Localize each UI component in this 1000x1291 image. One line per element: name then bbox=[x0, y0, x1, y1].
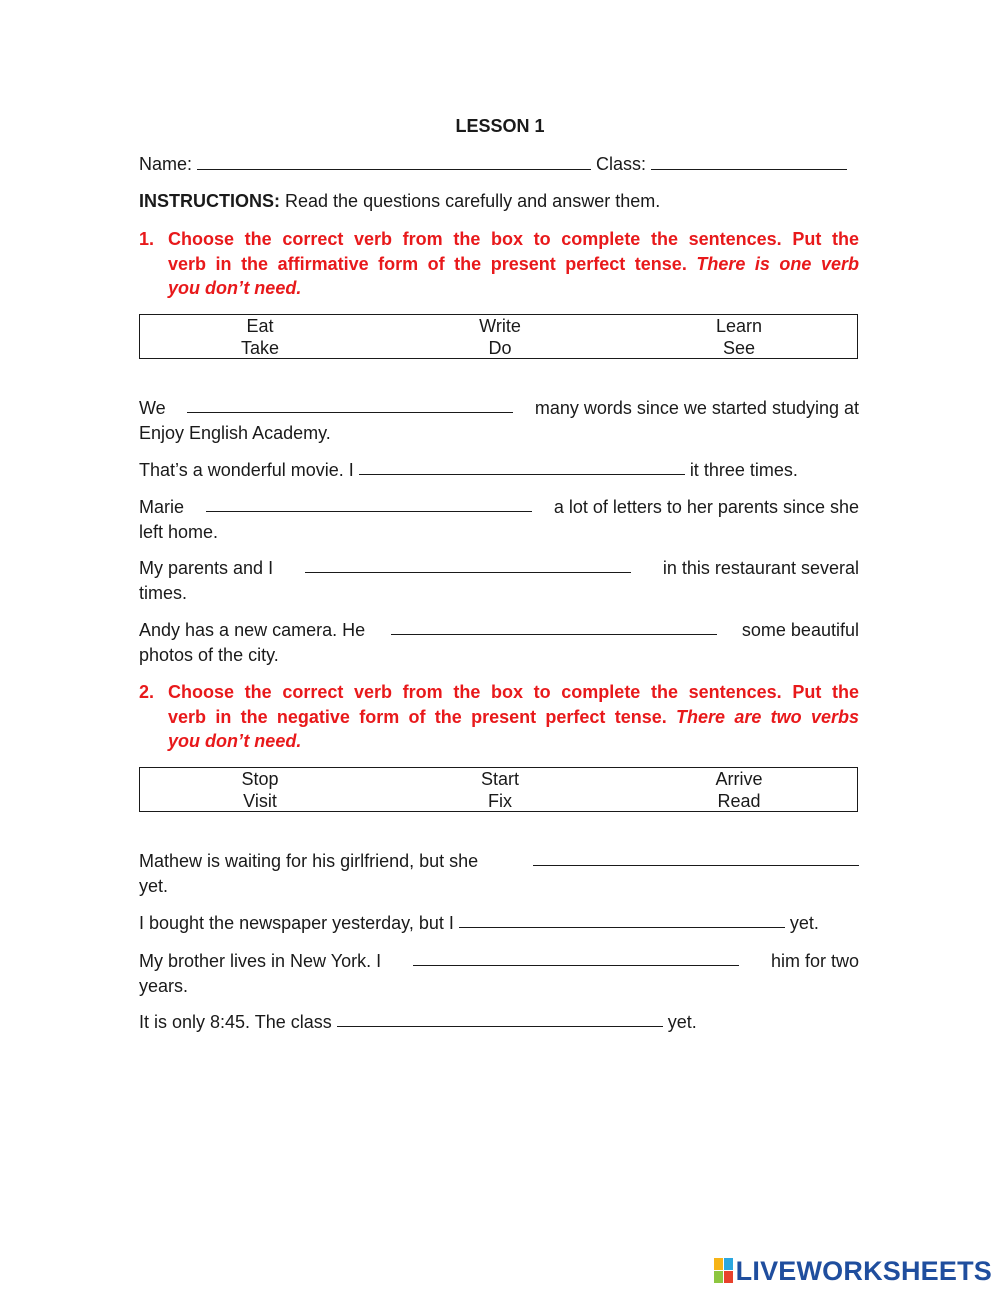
sentence-1-3 bbox=[139, 495, 859, 544]
verb-item: Do bbox=[488, 338, 512, 358]
sentence-text: That’s a wonderful movie. I bbox=[139, 460, 354, 480]
answer-blank[interactable] bbox=[187, 396, 513, 413]
verb-box-1 bbox=[139, 314, 858, 359]
sentence-text: him for two bbox=[770, 951, 859, 971]
verb-item: Stop bbox=[241, 769, 279, 789]
sentence-text: many words since we started studying at bbox=[534, 398, 859, 418]
answer-blank[interactable] bbox=[391, 618, 717, 635]
name-class-row bbox=[139, 152, 847, 176]
name-blank[interactable] bbox=[197, 153, 591, 170]
section1-number: 1. bbox=[139, 229, 155, 249]
instructions-label: INSTRUCTIONS: bbox=[139, 191, 280, 211]
sentence-text: in this restaurant several bbox=[662, 558, 859, 578]
answer-blank[interactable] bbox=[533, 849, 859, 866]
sentence-2-1 bbox=[139, 849, 859, 898]
verb-item: Learn bbox=[715, 316, 763, 336]
verb-box-2 bbox=[139, 767, 858, 812]
answer-blank[interactable] bbox=[206, 495, 532, 512]
section2-heading bbox=[139, 680, 859, 754]
sentence-text: It is only 8:45. The class bbox=[139, 1012, 332, 1032]
sentence-text: My brother lives in New York. I bbox=[139, 951, 382, 971]
verb-item: Visit bbox=[243, 791, 277, 811]
sentence-text: My parents and I bbox=[139, 558, 274, 578]
answer-blank[interactable] bbox=[413, 949, 739, 966]
section1-line1: Choose the correct verb from the box to complete the sentences. Put the bbox=[168, 229, 859, 249]
class-blank[interactable] bbox=[651, 153, 847, 170]
verb-item: Eat bbox=[246, 316, 274, 336]
sentence-text: Enjoy English Academy. bbox=[139, 422, 331, 443]
sentence-text: times. bbox=[139, 582, 188, 603]
sentence-1-2 bbox=[139, 458, 859, 483]
instructions bbox=[139, 189, 660, 213]
sentence-text: Andy has a new camera. He bbox=[139, 620, 366, 640]
verb-item: Take bbox=[240, 338, 280, 358]
answer-blank[interactable] bbox=[359, 458, 685, 475]
section2-line1: Choose the correct verb from the box to complete the sentences. Put the bbox=[168, 682, 859, 702]
sentence-1-1 bbox=[139, 396, 859, 445]
sentence-text: a lot of letters to her parents since she bbox=[553, 497, 859, 517]
lesson-title: LESSON 1 bbox=[455, 116, 545, 136]
sentence-text: photos of the city. bbox=[139, 644, 279, 665]
verb-item: Fix bbox=[488, 791, 512, 811]
sentence-1-5 bbox=[139, 618, 859, 667]
section1-note: There is one verb bbox=[696, 253, 859, 274]
section1-line2: verb in the affirmative form of the present perfect tense. bbox=[168, 253, 687, 274]
class-label: Class: bbox=[596, 154, 647, 174]
answer-blank[interactable] bbox=[459, 911, 785, 928]
logo-text: LIVEWORKSHEETS bbox=[735, 1255, 992, 1286]
sentence-text: Marie bbox=[139, 497, 185, 517]
section1-heading bbox=[139, 227, 859, 301]
liveworksheets-logo[interactable] bbox=[714, 1256, 992, 1286]
sentence-text: left home. bbox=[139, 521, 219, 542]
sentence-2-2 bbox=[139, 911, 859, 936]
sentence-text: yet. bbox=[789, 913, 819, 933]
name-label: Name: bbox=[139, 154, 193, 174]
verb-item: Write bbox=[479, 316, 521, 336]
verb-item: See bbox=[722, 338, 756, 358]
sentence-text: it three times. bbox=[689, 460, 798, 480]
instructions-text: Read the questions carefully and answer them. bbox=[285, 191, 661, 211]
sentence-text: I bought the newspaper yesterday, but I bbox=[139, 913, 454, 933]
sentence-text: Mathew is waiting for his girlfriend, but she bbox=[139, 851, 479, 871]
sentence-2-3 bbox=[139, 949, 859, 998]
sentence-1-4 bbox=[139, 556, 859, 605]
verb-item: Arrive bbox=[715, 769, 763, 789]
section1-note-end: you don’t need. bbox=[168, 278, 302, 298]
sentence-text: some beautiful bbox=[741, 620, 859, 640]
section2-number: 2. bbox=[139, 682, 155, 702]
section2-note: There are two verbs bbox=[676, 706, 859, 727]
verb-item: Start bbox=[480, 769, 519, 789]
sentence-text: We bbox=[139, 398, 166, 418]
sentence-text: yet. bbox=[667, 1012, 697, 1032]
sentence-2-4 bbox=[139, 1010, 859, 1035]
answer-blank[interactable] bbox=[305, 556, 631, 573]
section2-note-end: you don’t need. bbox=[168, 731, 302, 751]
sentence-text: years. bbox=[139, 975, 189, 996]
answer-blank[interactable] bbox=[337, 1010, 663, 1027]
verb-item: Read bbox=[717, 791, 761, 811]
logo-blocks-icon bbox=[714, 1258, 734, 1284]
section2-line2: verb in the negative form of the present perfect tense. bbox=[168, 706, 667, 727]
sentence-text: yet. bbox=[139, 875, 169, 896]
